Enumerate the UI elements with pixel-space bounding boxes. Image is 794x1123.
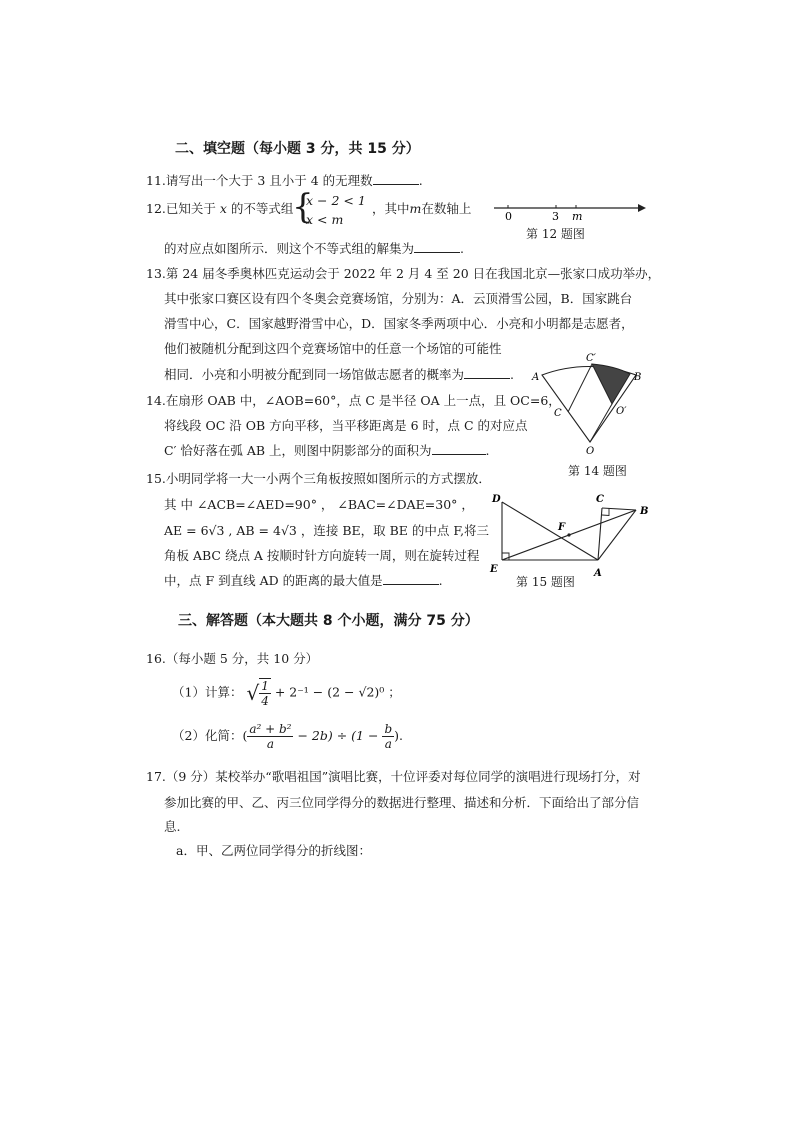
line-5-text: 相同．小亮和小明被分配到同一场馆做志愿者的概率为 — [164, 367, 465, 382]
numerator: a² + b² — [249, 722, 292, 736]
numerator: 1 — [261, 679, 269, 693]
answer-blank[interactable] — [432, 442, 486, 455]
label-d: D — [492, 494, 501, 505]
fraction-one-quarter — [259, 678, 271, 708]
right-angle-c — [602, 509, 609, 516]
segment-c-c-prime — [568, 364, 592, 412]
label-c-prime: C′ — [586, 353, 596, 364]
number-line-figure — [490, 196, 650, 224]
arrow-head-icon — [638, 204, 646, 212]
label-b: B — [634, 372, 642, 383]
fraction-a2-b2-over-a — [247, 722, 293, 751]
line-5-text: 中，点 F 到直线 AD 的距离的最大值是 — [164, 573, 383, 588]
label-f: F — [558, 522, 566, 533]
part-2-middle: − 2b) ÷ (1 − — [297, 728, 379, 743]
answer-blank[interactable] — [464, 366, 510, 379]
segment-oo-prime — [590, 404, 612, 442]
question-17-line-3: 息. — [164, 819, 181, 834]
question-12-tail — [372, 200, 471, 218]
midpoint-f — [567, 533, 570, 536]
answer-blank[interactable] — [414, 240, 460, 253]
label-m: m — [572, 210, 583, 223]
label-a: A — [532, 372, 540, 383]
sqrt-sign: √ — [246, 681, 260, 705]
sector-figure — [530, 350, 650, 460]
period: . — [438, 573, 443, 588]
denominator: a — [384, 737, 392, 751]
label-e: E — [490, 564, 498, 575]
question-13-line-2: 其中张家口赛区设有四个冬奥会竞赛场馆，分别为：A．云顶滑雪公园，B．国家跳台 — [164, 291, 633, 306]
label-3: 3 — [552, 210, 559, 223]
question-14-line-3 — [164, 442, 490, 460]
question-12 — [146, 200, 293, 218]
label-c: C — [554, 408, 562, 419]
question-12-line-2 — [164, 240, 464, 258]
question-15-line-5 — [164, 572, 443, 590]
label-c: C — [596, 494, 604, 505]
system-brace: { — [292, 187, 314, 227]
variable-m: m — [409, 201, 422, 216]
shaded-region — [592, 364, 630, 404]
question-14-line-2: 将线段 OC 沿 OB 方向平移，当平移距离是 6 时，点 C 的对应点 — [164, 418, 528, 433]
line-3-text: C′ 恰好落在弧 AB 上，则图中阴影部分的面积为 — [164, 443, 432, 458]
part-2-label: （2）化简： — [172, 728, 243, 743]
section-3-heading: 三、解答题（本大题共 8 个小题，满分 75 分） — [178, 613, 479, 629]
figure-14-caption: 第 14 题图 — [568, 464, 627, 478]
label-0: 0 — [505, 210, 512, 223]
close-paren: ). — [394, 728, 403, 743]
numerator: b — [384, 722, 393, 736]
question-13-line-1: 13.第 24 届冬季奥林匹克运动会于 2022 年 2 月 4 至 20 日在我国北京—张家口成功举办， — [146, 266, 661, 281]
question-12-text-2: 的不等式组 — [230, 201, 294, 216]
inequality-2: x < m — [306, 212, 344, 227]
question-15-line-3: AE = 6√3 , AB = 4√3 ，连接 BE，取 BE 的中点 F,将三 — [164, 523, 490, 538]
question-16-heading: 16.（每小题 5 分，共 10 分） — [146, 651, 319, 666]
figure-12-caption: 第 12 题图 — [526, 227, 585, 241]
section-2-heading: 二、填空题（每小题 3 分，共 15 分） — [175, 141, 420, 157]
question-17-line-4: a．甲、乙两位同学得分的折线图： — [176, 843, 371, 858]
period: . — [510, 367, 514, 382]
question-13-line-4: 他们被随机分配到这四个竞赛场馆中的任意一个场馆的可能性 — [164, 341, 502, 356]
question-17-line-1: 17.（9 分）某校举办“歌唱祖国”演唱比赛，十位评委对每位同学的演唱进行现场打分，对 — [146, 769, 641, 784]
question-14-line-1: 14.在扇形 OAB 中，∠AOB=60°，点 C 是半径 OA 上一点，且 OC=6， — [146, 393, 561, 408]
question-15-line-2: 其 中 ∠ACB=∠AED=90° ， ∠BAC=∠DAE=30° ， — [164, 497, 474, 512]
variable-x: x — [219, 201, 227, 216]
inequality-1: x − 2 < 1 — [306, 193, 366, 208]
period: . — [460, 241, 464, 256]
period: . — [418, 173, 423, 188]
question-16-part-2 — [172, 722, 403, 751]
question-17-line-2: 参加比赛的甲、乙、丙三位同学得分的数据进行整理、描述和分析．下面给出了部分信 — [164, 795, 640, 810]
denominator: a — [266, 737, 274, 751]
question-11 — [146, 172, 423, 190]
part-1-label: （1）计算： — [172, 684, 243, 700]
question-11-text: 11.请写出一个大于 3 且小于 4 的无理数 — [146, 173, 373, 188]
label-a: A — [594, 568, 602, 579]
part-1-expression: + 2⁻¹ − (2 − √2)⁰ ； — [274, 684, 401, 700]
question-15-line-1: 15.小明同学将一大一小两个三角板按照如图所示的方式摆放． — [146, 471, 491, 486]
question-13-line-5 — [164, 366, 514, 384]
tail-text-2: 在数轴上 — [421, 201, 472, 216]
segment-ac — [598, 508, 602, 560]
tail-text: ，其中 — [372, 201, 410, 216]
question-16-part-1 — [172, 678, 401, 708]
question-15-line-4: 角板 ABC 绕点 A 按顺时针方向旋转一周，则在旋转过程 — [164, 548, 480, 563]
label-b: B — [640, 506, 649, 517]
question-13-line-3: 滑雪中心，C．国家越野滑雪中心，D．国家冬季两项中心．小亮和小明都是志愿者， — [164, 316, 634, 331]
answer-blank[interactable] — [383, 572, 439, 585]
segment-da — [502, 502, 598, 560]
denominator: 4 — [261, 694, 269, 708]
open-paren: ( — [242, 728, 248, 743]
label-o-prime: O′ — [616, 406, 627, 417]
question-12-text: 12.已知关于 — [146, 201, 216, 216]
fraction-b-over-a — [382, 722, 394, 751]
label-o: O — [586, 446, 595, 457]
line-2-text: 的对应点如图所示．则这个不等式组的解集为 — [164, 241, 415, 256]
segment-cb — [602, 508, 636, 510]
answer-blank[interactable] — [373, 172, 419, 185]
period: . — [485, 443, 490, 458]
figure-15-caption: 第 15 题图 — [516, 575, 575, 589]
